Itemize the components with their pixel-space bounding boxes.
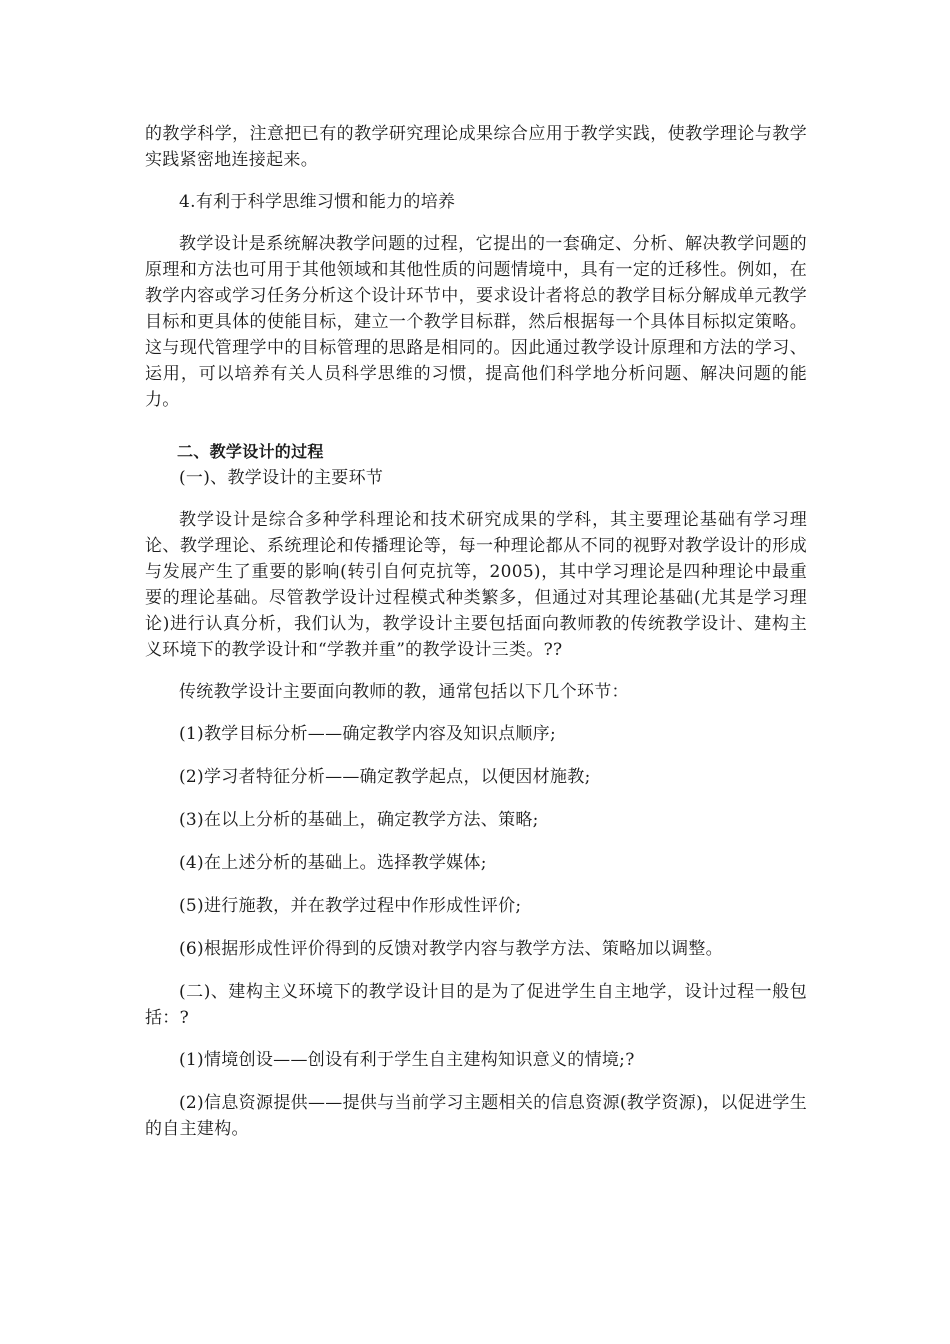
- document-body: [145, 121, 807, 1158]
- section2-subheading: (一)、教学设计的主要环节: [179, 468, 384, 488]
- constructivist-intro-paragraph: (二)、建构主义环境下的教学设计目的是为了促进学生自主地学，设计过程一般包括：?: [145, 982, 807, 1028]
- point4-title: 4.有利于科学思维习惯和能力的培养: [179, 192, 456, 212]
- traditional-intro-paragraph: 传统教学设计主要面向教师的教，通常包括以下几个环节：: [179, 682, 629, 702]
- point4-paragraph: 教学设计是系统解决教学问题的过程，它提出的一套确定、分析、解决教学问题的原理和方法也可用于其他领域和其他性质的问题情境中，具有一定的迁移性。例如，在教学内容或学习任务分析这个设计环节中，要求设计者将总的教学目标分解成单元教学目标和更具体的使能目标，建立一个教学目标群，然后根据每一个具体目标拟定策略。这与现代管理学中的目标管理的思路是相同的。因此通过教学设计原理和方法的学习、运用，可以培养有关人员科学思维的习惯，提高他们科学地分析问题、解决问题的能力。: [145, 234, 807, 410]
- continuation-paragraph: 的教学科学，注意把已有的教学研究理论成果综合应用于教学实践，使教学理论与教学实践紧密地连接起来。: [145, 124, 807, 170]
- traditional-step-5: (5)进行施教，并在教学过程中作形成性评价;: [179, 896, 522, 916]
- section2-heading: 二、教学设计的过程: [177, 442, 324, 461]
- traditional-step-4: (4)在上述分析的基础上。选择教学媒体;: [179, 853, 487, 873]
- traditional-step-6: (6)根据形成性评价得到的反馈对教学内容与教学方法、策略加以调整。: [179, 939, 723, 959]
- section2-intro-paragraph: 教学设计是综合多种学科理论和技术研究成果的学科，其主要理论基础有学习理论、教学理论、系统理论和传播理论等，每一种理论都从不同的视野对教学设计的形成与发展产生了重要的影响(转引自何克抗等，2005)，其中学习理论是四种理论中最重要的理论基础。尽管教学设计过程模式种类繁多，但通过对其理论基础(尤其是学习理论)进行认真分析，我们认为，教学设计主要包括面向教师教的传统教学设计、建构主义环境下的教学设计和“学教并重”的教学设计三类。??: [145, 510, 807, 660]
- constructivist-step-1: (1)情境创设——创设有利于学生自主建构知识意义的情境;?: [179, 1050, 635, 1070]
- traditional-step-2: (2)学习者特征分析——确定教学起点，以便因材施教;: [179, 767, 591, 787]
- traditional-step-1: (1)教学目标分析——确定教学内容及知识点顺序;: [179, 724, 557, 744]
- constructivist-step-2: (2)信息资源提供——提供与当前学习主题相关的信息资源(教学资源)，以促进学生的自主建构。: [145, 1093, 807, 1139]
- traditional-step-3: (3)在以上分析的基础上，确定教学方法、策略;: [179, 810, 539, 830]
